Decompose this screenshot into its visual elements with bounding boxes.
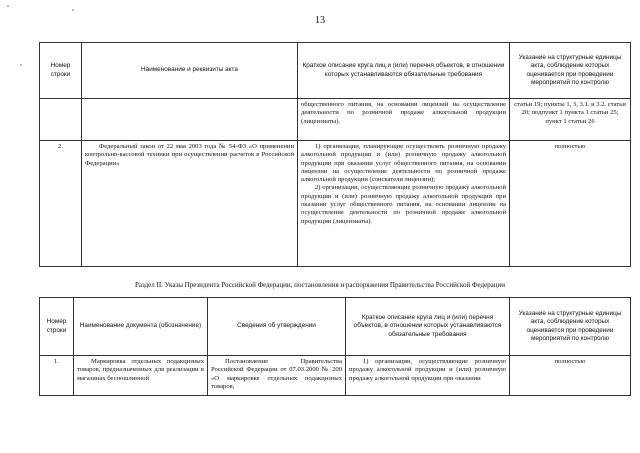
header-persons-description: Краткое описание круга лиц и (или) перечня объектов, в отношении которых устанавливаются обязательные требования: [346, 298, 510, 356]
cell-number: 2.: [40, 141, 82, 267]
acts-table-section1: [39, 42, 631, 267]
cell-act: Федеральный закон от 22 мая 2003 года № 54-ФЗ «О применении контрольно-кассовой техники при осуществлении расчетов в Российской Федерации»: [82, 141, 298, 267]
cell-approval: Постановление Правительства Российской Федерации от 07.03.2000 № 200 «О маркировке отдельных подакцизных товаров,: [208, 356, 346, 396]
table-row: [40, 99, 631, 141]
cell-number: 1.: [40, 356, 74, 396]
header-structural-units: Указание на структурные единицы акта, соблюдение которых оценивается при проведении мероприятий по контролю: [510, 298, 631, 356]
header-row-number: Номер строки: [40, 43, 82, 99]
cell-description: 1) организации, осуществляющие розничную продажу алкогольной продукции и (или) розничную продажу алкогольной продукции при оказании: [346, 356, 510, 396]
header-approval-info: Сведения об утверждении: [208, 298, 346, 356]
table-row: [40, 356, 631, 396]
cell-description: [298, 141, 510, 267]
table-row: [40, 141, 631, 267]
description-item-2: 2) организации, осуществляющие розничную продажу алкогольной продукции и (или) розничную продажу алкогольной продукции при оказании услуг общественного питания, на основании лицензии на осуществление деятельности по розничной продаже алкогольной продукции (лицензиаты).: [301, 184, 506, 225]
cell-units: статьи 19; пункты 1, 3, 3.1. и 3.2. статьи 20; подпункт 1 пункта 1 статьи 25; пункт 1 статьи 26: [510, 99, 631, 141]
scan-speck: [7, 5, 9, 7]
header-act-name: Наименование и реквизиты акта: [82, 43, 298, 99]
cell-document: Маркировка отдельных подакцизных товаров, предназначенных для реализации в магазинах беспошлинной: [74, 356, 208, 396]
header-document-name: Наименование документа (обозначение): [74, 298, 208, 356]
acts-table-section2: [39, 297, 631, 396]
section-2-title: Раздел II. Указы Президента Российской Федерации, постановления и распоряжения Правительства Российской Федерации: [134, 281, 506, 289]
description-item-1: 1) организации, планирующие осуществлять розничную продажу алкогольной продукции и (или) розничную продажу алкогольной продукции при оказании услуг общественного питания, на основании лицензии на осуществление деятельности по розничной продаже алкогольной продукции (соискатели лицензии);: [301, 143, 506, 184]
cell-units: полностью: [510, 356, 631, 396]
cell-description: общественного питания, на основании лицензий на осуществление деятельности по розничной продаже алкогольной продукции (лицензиаты).: [298, 99, 510, 141]
page-number: 13: [315, 15, 325, 26]
cell-act: [82, 99, 298, 141]
table-header-row: [40, 43, 631, 99]
header-row-number: Номер строки: [40, 298, 74, 356]
scan-speck: [20, 64, 22, 66]
header-persons-description: Краткое описание круга лиц и (или) перечня объектов, в отношении которых устанавливаются обязательные требования: [298, 43, 510, 99]
scan-speck: [72, 9, 74, 11]
cell-units: полностью: [510, 141, 631, 267]
header-structural-units: Указание на структурные единицы акта, соблюдение которых оценивается при проведении мероприятий по контролю: [510, 43, 631, 99]
cell-number: [40, 99, 82, 141]
table-header-row: [40, 298, 631, 356]
